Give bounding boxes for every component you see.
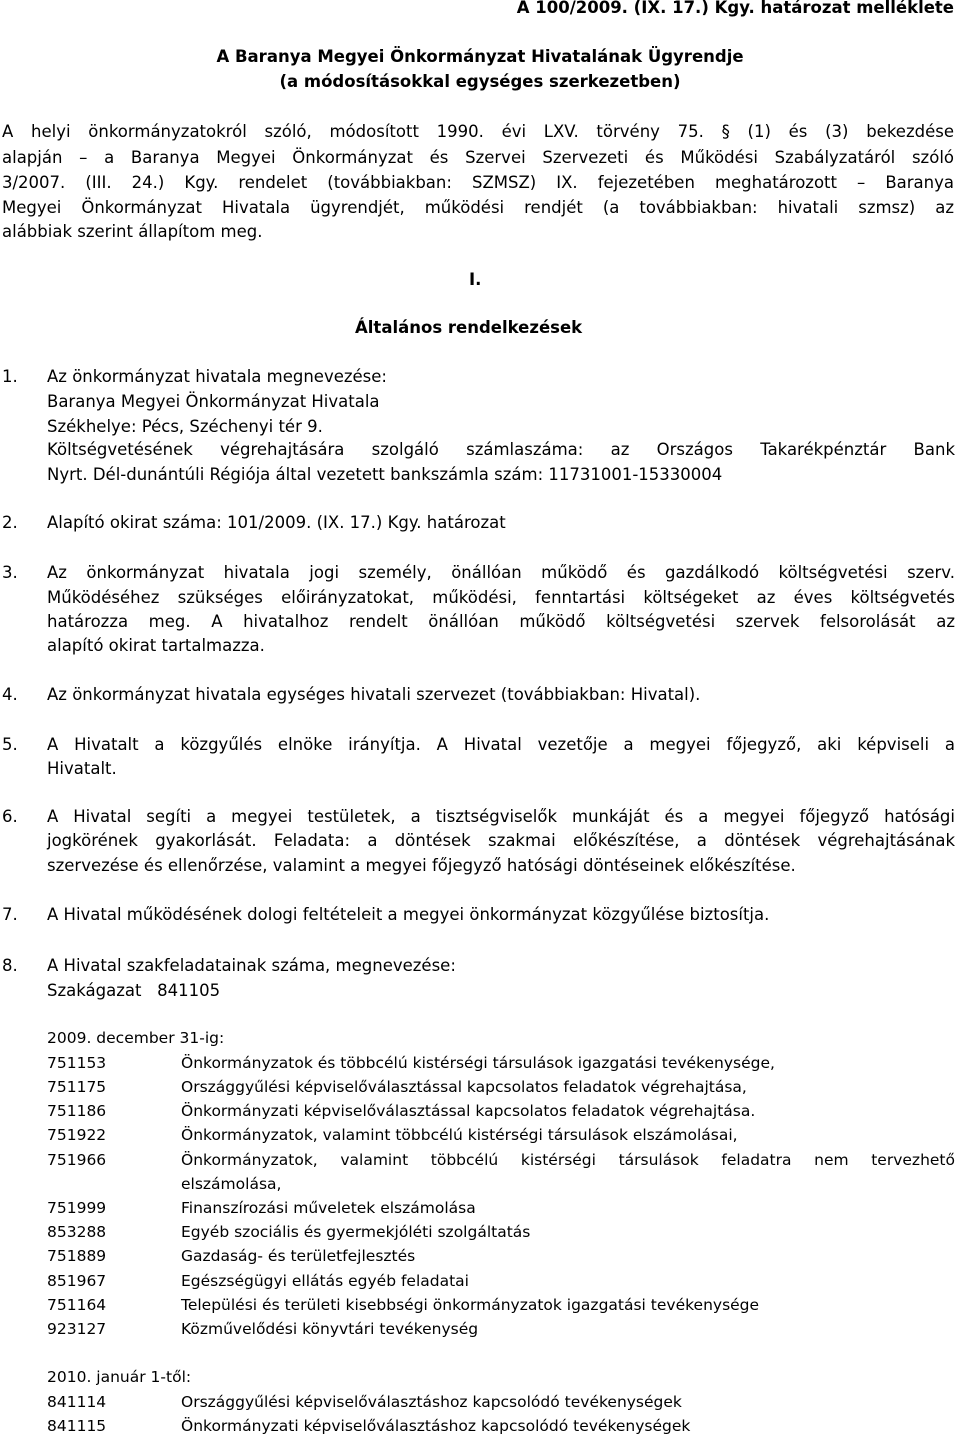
- item-number: 6.: [2, 807, 18, 826]
- code-number: 751164: [47, 1296, 107, 1314]
- intro-line: alábbiak szerint állapítom meg.: [2, 222, 263, 241]
- codes-heading: 2009. december 31-ig:: [47, 1029, 225, 1047]
- code-description: Települési és területi kisebbségi önkormányzatok igazgatási tevékenysége: [181, 1296, 760, 1314]
- codes-heading: 2010. január 1-től:: [47, 1368, 192, 1386]
- code-description: Országgyűlési képviselőválasztással kapcsolatos feladatok végrehajtása,: [181, 1078, 747, 1096]
- code-number: 853288: [47, 1223, 107, 1241]
- item-line: Költségvetésének végrehajtására szolgáló számlaszáma: az Országos Takarékpénztár Bank: [47, 440, 955, 459]
- item-line: Alapító okirat száma: 101/2009. (IX. 17.) Kgy. határozat: [47, 513, 506, 532]
- code-description: Finanszírozási műveletek elszámolása: [181, 1199, 476, 1217]
- section-number: I.: [469, 270, 482, 289]
- resolution-reference: A 100/2009. (IX. 17.) Kgy. határozat melléklete: [516, 0, 954, 17]
- item-number: 8.: [2, 956, 18, 975]
- item-line: A Hivatal segíti a megyei testületek, a tisztségviselők munkáját és a megyei főjegyző hatósági: [47, 807, 955, 826]
- code-number: 751186: [47, 1102, 107, 1120]
- code-description: Önkormányzati képviselőválasztáshoz kapcsolódó tevékenységek: [181, 1417, 691, 1435]
- code-number: 841114: [47, 1393, 107, 1411]
- item-line: Székhelye: Pécs, Széchenyi tér 9.: [47, 417, 323, 436]
- item-line: Nyrt. Dél-dunántúli Régiója által vezetett bankszámla szám: 11731001-15330004: [47, 465, 723, 484]
- code-description: Gazdaság- és területfejlesztés: [181, 1247, 416, 1265]
- code-number: 751889: [47, 1247, 107, 1265]
- item-line: határozza meg. A hivatalhoz rendelt önállóan működő költségvetési szervek felsorolását az: [47, 612, 955, 631]
- section-title: Általános rendelkezések: [355, 318, 583, 337]
- item-number: 5.: [2, 735, 18, 754]
- intro-line: alapján – a Baranya Megyei Önkormányzat és Szervei Szervezeti és Működési Szabályzatáról szóló: [2, 148, 954, 167]
- item-number: 4.: [2, 685, 18, 704]
- item-line: Az önkormányzat hivatala megnevezése:: [47, 367, 387, 386]
- intro-line: 3/2007. (III. 24.) Kgy. rendelet (továbbiakban: SZMSZ) IX. fejezetében meghatározott – Baranya: [2, 173, 954, 192]
- code-description: Közművelődési könyvtári tevékenység: [181, 1320, 479, 1338]
- item-line: A Hivatalt a közgyűlés elnöke irányítja. A Hivatal vezetője a megyei főjegyző, aki képviseli a: [47, 735, 955, 754]
- item-line: Hivatalt.: [47, 759, 117, 778]
- document-subtitle: (a módosításokkal egységes szerkezetben): [279, 72, 681, 91]
- item-number: 7.: [2, 905, 18, 924]
- code-number: 841115: [47, 1417, 107, 1435]
- code-description: Országgyűlési képviselőválasztáshoz kapcsolódó tevékenységek: [181, 1393, 682, 1411]
- code-number: 751153: [47, 1054, 107, 1072]
- item-line: A Hivatal működésének dologi feltételeit a megyei önkormányzat közgyűlése biztosítja.: [47, 905, 770, 924]
- code-description: Egészségügyi ellátás egyéb feladatai: [181, 1272, 469, 1290]
- code-number: 851967: [47, 1272, 107, 1290]
- code-number: 751922: [47, 1126, 107, 1144]
- code-number: 751966: [47, 1151, 107, 1169]
- code-number: 923127: [47, 1320, 107, 1338]
- code-description: Önkormányzati képviselőválasztással kapcsolatos feladatok végrehajtása.: [181, 1102, 756, 1120]
- item-line: A Hivatal szakfeladatainak száma, megnevezése:: [47, 956, 456, 975]
- code-description: Önkormányzatok és többcélú kistérségi társulások igazgatási tevékenysége,: [181, 1054, 775, 1072]
- item-line: alapító okirat tartalmazza.: [47, 636, 265, 655]
- code-description-continued: elszámolása,: [181, 1175, 282, 1193]
- code-number: 751175: [47, 1078, 107, 1096]
- item-number: 1.: [2, 367, 18, 386]
- item-line: Szakágazat 841105: [47, 981, 221, 1000]
- item-line: Működéséhez szükséges előirányzatokat, működési, fenntartási költségeket az éves költségvetés: [47, 588, 955, 607]
- item-number: 2.: [2, 513, 18, 532]
- document-title: A Baranya Megyei Önkormányzat Hivatalának Ügyrendje: [216, 47, 744, 66]
- item-line: Az önkormányzat hivatala jogi személy, önállóan működő és gazdálkodó költségvetési szerv.: [47, 563, 955, 582]
- item-line: Az önkormányzat hivatala egységes hivatali szervezet (továbbiakban: Hivatal).: [47, 685, 701, 704]
- item-line: szervezése és ellenőrzése, valamint a megyei főjegyző hatósági döntéseinek előkészítése.: [47, 856, 796, 875]
- code-description: Önkormányzatok, valamint többcélú kistérségi társulások elszámolásai,: [181, 1126, 738, 1144]
- item-line: Baranya Megyei Önkormányzat Hivatala: [47, 392, 380, 411]
- code-description: Önkormányzatok, valamint többcélú kistérségi társulások feladatra nem tervezhető: [181, 1151, 955, 1169]
- item-line: jogkörének gyakorlását. Feladata: a döntések szakmai előkészítése, a döntések végrehajtásának: [47, 831, 955, 850]
- intro-line: A helyi önkormányzatokról szóló, módosított 1990. évi LXV. törvény 75. § (1) és (3) bekezdése: [2, 122, 954, 141]
- intro-line: Megyei Önkormányzat Hivatala ügyrendjét, működési rendjét (a továbbiakban: hivatali szmsz) az: [2, 198, 954, 217]
- code-description: Egyéb szociális és gyermekjóléti szolgáltatás: [181, 1223, 531, 1241]
- code-number: 751999: [47, 1199, 107, 1217]
- item-number: 3.: [2, 563, 18, 582]
